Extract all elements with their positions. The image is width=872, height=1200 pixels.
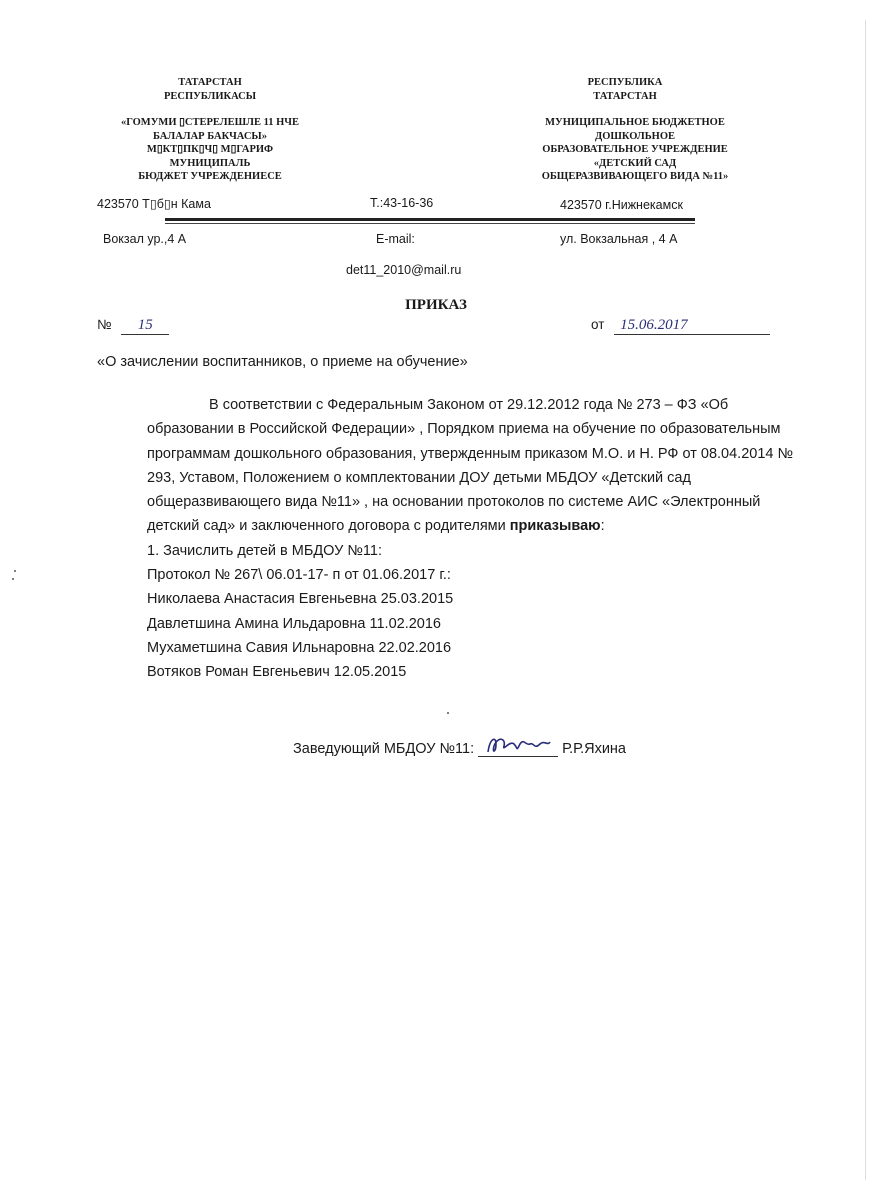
item-1: 1. Зачислить детей в МБДОУ №11: [147,542,383,559]
scan-speck [447,712,449,714]
header-left-line: РЕСПУБЛИКАСЫ [163,90,257,102]
preamble-text: В соответствии с Федеральным Законом от 29.12.2012 года № 273 – ФЗ «Об образовании в Российской Федерации» , Порядком приема на обучение по образовательным программам дошкольного образования, утвержденным приказом М.О. и Н. РФ от 08.04.2014 № 293, Уставом, Положением о комплектовании ДОУ детьми МБДОУ «Детский сад общеразвивающего вида №11» , на основании протоколов по системе АИС «Электронный детский сад» и заключенного договора с родителями [147,397,794,535]
header-right-block [500,76,770,184]
protocol-line: Протокол № 267\ 06.01-17- п от 01.06.2017 г.: [147,567,451,584]
header-right-line: ТАТАРСТАН [593,90,657,102]
child-entry: Николаева Анастасия Евгеньевна 25.03.2015 [147,591,454,608]
order-number-label: № [97,317,112,332]
child-entry: Мухаметшина Савия Ильнаровна 22.02.2016 [147,639,452,656]
header-right-line: ДОШКОЛЬНОЕ [594,130,676,142]
header-left-line: БАЛАЛАР БАКЧАСЫ» [152,130,267,142]
header-left-line: БЮДЖЕТ УЧРЕЖДЕНИЕСЕ [138,171,282,182]
scan-speck [12,578,14,580]
order-body [147,393,797,685]
signature-label: Заведующий МБДОУ №11: [293,741,475,757]
child-entry: Вотяков Роман Евгеньевич 12.05.2015 [147,664,407,681]
header-left-line: МУНИЦИПАЛЬ [169,157,251,169]
header-divider [165,218,695,224]
order-date-value: 15.06.2017 [614,317,770,335]
order-date [591,317,770,335]
header-right-line: ОБЩЕРАЗВИВАЮЩЕГО ВИДА №11» [541,171,729,182]
header-left-line: ТАТАРСТАН [178,77,242,88]
child-entry: Давлетшина Амина Ильдаровна 11.02.2016 [147,615,442,632]
signatory-name: Р.Р.Яхина [562,741,626,757]
header-left-block [80,76,340,184]
order-number-value: 15 [121,317,169,335]
preamble-end: : [600,518,605,535]
address-right-bottom: ул. Вокзальная , 4 А [560,232,678,246]
header-left-line: «ГОМУМИ ▯СТЕРЕЛЕШЛЕ 11 НЧЕ [120,117,300,128]
address-left-top: 423570 Т▯б▯н Кама [97,197,211,211]
order-date-label: от [591,317,605,332]
handwritten-signature [478,738,558,757]
header-right-line: МУНИЦИПАЛЬНОЕ БЮДЖЕТНОЕ [545,117,725,128]
scan-edge [865,20,866,1180]
email-address[interactable]: det11_2010@mail.ru [346,263,462,277]
order-subject: «О зачислении воспитанников, о приеме на обучение» [97,354,468,370]
signature-line [293,738,626,757]
header-right-line: РЕСПУБЛИКА [587,77,663,88]
preamble-paragraph [147,393,797,539]
order-number [97,317,169,335]
preamble-bold: приказываю [509,518,601,535]
header-right-line: ОБРАЗОВАТЕЛЬНОЕ УЧРЕЖДЕНИЕ [542,144,728,155]
document-title: ПРИКАЗ [405,297,467,313]
header-right-line: «ДЕТСКИЙ САД [593,157,677,169]
address-right-top: 423570 г.Нижнекамск [560,198,683,212]
scan-speck [14,570,16,572]
header-left-line: М▯КТ▯ПК▯Ч▯ М▯ГАРИФ [146,144,274,155]
phone: Т.:43-16-36 [370,196,434,210]
address-left-bottom: Вокзал ур.,4 А [103,232,187,246]
email-label: E-mail: [376,232,415,246]
